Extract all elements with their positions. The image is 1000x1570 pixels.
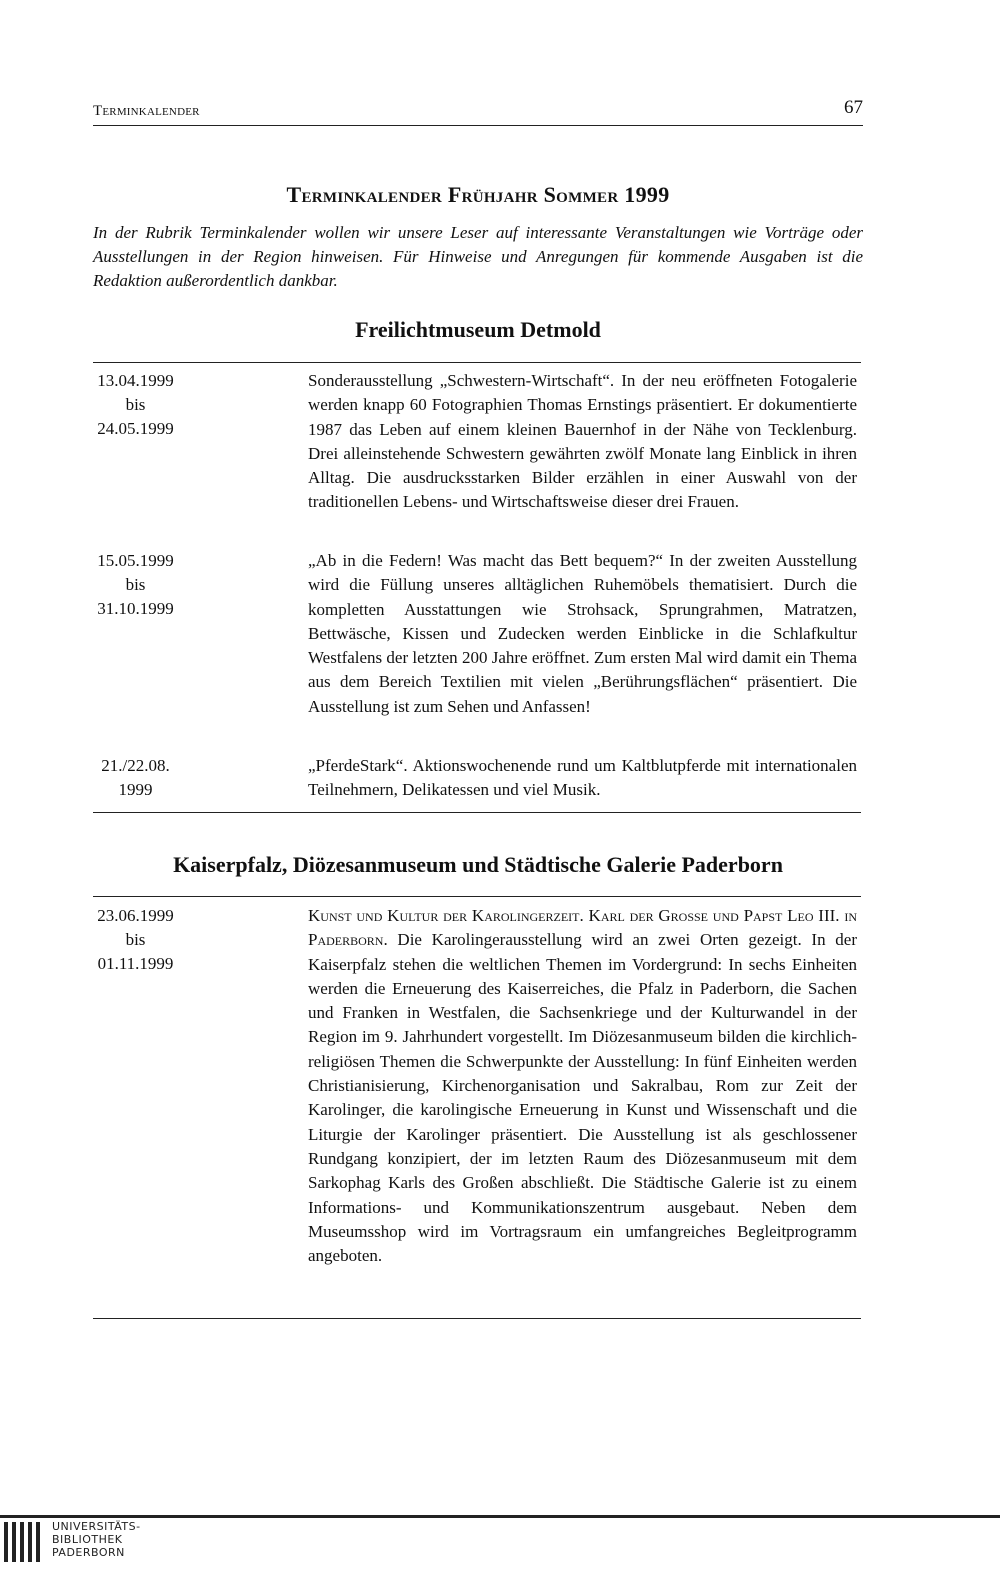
event-date	[93, 369, 178, 441]
section-title-detmold: Freilichtmuseum Detmold	[355, 317, 601, 342]
page-title: Terminkalender Frühjahr Sommer 1999	[286, 182, 670, 207]
event-description: „PferdeStark“. Aktionswochenende rund um Kaltblutpferde mit internationalen Teilnehmern, Delikatessen und viel Musik.	[308, 756, 857, 800]
date-separator: bis	[125, 930, 146, 949]
event-description	[308, 904, 857, 1268]
event-description: „Ab in die Federn! Was macht das Bett bequem?“ In der zweiten Ausstellung wird die Füllung unseres alltäglichen Ruhemöbels thematisiert. Durch die kompletten Ausstattungen wie Strohsack, Sprungrahmen, Matratzen, Bettwäsche, Kissen und Zudecken werden Einblicke in die Schlafkultur Westfalens der letzten 200 Jahre eröffnet. Zum ersten Mal wird damit ein Thema aus dem Bereich Textilien mit vielen „Berührungsflächen“ präsentiert. Die Ausstellung ist zum Sehen und Anfassen!	[308, 551, 857, 716]
date-separator: bis	[125, 575, 146, 594]
date-to: 24.05.1999	[97, 419, 174, 438]
library-name	[52, 1520, 141, 1559]
section-title-paderborn: Kaiserpfalz, Diözesanmuseum und Städtische Galerie Paderborn	[173, 852, 783, 877]
section-rule-top	[93, 362, 861, 363]
page-number: 67	[844, 97, 863, 118]
library-line: UNIVERSITÄTS-	[52, 1520, 141, 1533]
event-text: Die Karolingerausstellung wird an zwei Orten gezeigt. In der Kaiserpfalz stehen die weltlichen Themen im Vordergrund: In sechs Einheiten werden die Erneuerung des Kaiserreiches, die Pfalz in Paderborn, die Sachen und Franken in Westfalen, die Sachsenkriege und der Kulturwandel in der Region im 9. Jahrhundert vorgestellt. Im Diözesanmuseum bilden die kirchlich-religiösen Themen die Schwerpunkte der Ausstellung: In fünf Einheiten werden Christianisierung, Kirchenorganisation und Sakralbau, Rom zur Zeit der Karolinger, die karolingische Erneuerung in Kunst und Wissenschaft und die Liturgie der Karolinger präsentiert. Die Ausstellung ist als geschlossener Rundgang konzipiert, der im letzten Raum des Diözesanmuseum mit dem Sarkophag Karls des Großen abschließt. Die Städtische Galerie ist zu einem Informations- und Kommunikationszentrum ausgebaut. Neben dem Museumsshop wird im Vortragsraum ein umfangreiches Begleitprogramm angeboten.	[308, 930, 857, 1266]
date-from: 13.04.1999	[97, 371, 174, 390]
date-from: 15.05.1999	[97, 551, 174, 570]
intro-paragraph: In der Rubrik Terminkalender wollen wir unsere Leser auf interessante Veranstaltungen wie Vorträge oder Ausstellungen in der Region hinweisen. Für Hinweise und Anregungen für kommende Ausgaben ist die Redaktion außerordentlich dankbar.	[93, 223, 863, 290]
event-description: Sonderausstellung „Schwestern-Wirtschaft“. In der neu eröffneten Fotogalerie werden knapp 60 Fotographien Thomas Ernstings präsentiert. Er dokumentierte 1987 das Leben auf einem kleinen Bauernhof in der Nähe von Tecklenburg. Drei alleinstehende Schwestern gewährten zwölf Monate lang Einblick in ihren Alltag. Die ausdrucksstarken Bilder erzählen in einer Auswahl von der traditionellen Lebens- und Wirtschaftsweise dieser drei Frauen.	[308, 371, 857, 512]
event-date	[93, 549, 178, 621]
event-lead: Kunst und Kultur der Karolingerzeit. Karl der Große und Papst Leo III. in Paderborn.	[308, 906, 857, 950]
date-to: 01.11.1999	[97, 954, 174, 973]
section-rule-bottom	[93, 1318, 861, 1319]
library-logo	[0, 1518, 160, 1570]
date-from: 23.06.1999	[97, 906, 174, 925]
library-line: BIBLIOTHEK	[52, 1533, 123, 1546]
event-date	[93, 904, 178, 976]
section-rule-bottom	[93, 812, 861, 813]
date-to: 1999	[118, 780, 153, 799]
library-line: PADERBORN	[52, 1546, 125, 1559]
section-rule-top	[93, 896, 861, 897]
date-from: 21./22.08.	[101, 756, 170, 775]
event-date	[93, 754, 178, 802]
date-to: 31.10.1999	[97, 599, 174, 618]
running-header	[93, 95, 863, 126]
running-title: Terminkalender	[93, 103, 200, 119]
date-separator: bis	[125, 395, 146, 414]
